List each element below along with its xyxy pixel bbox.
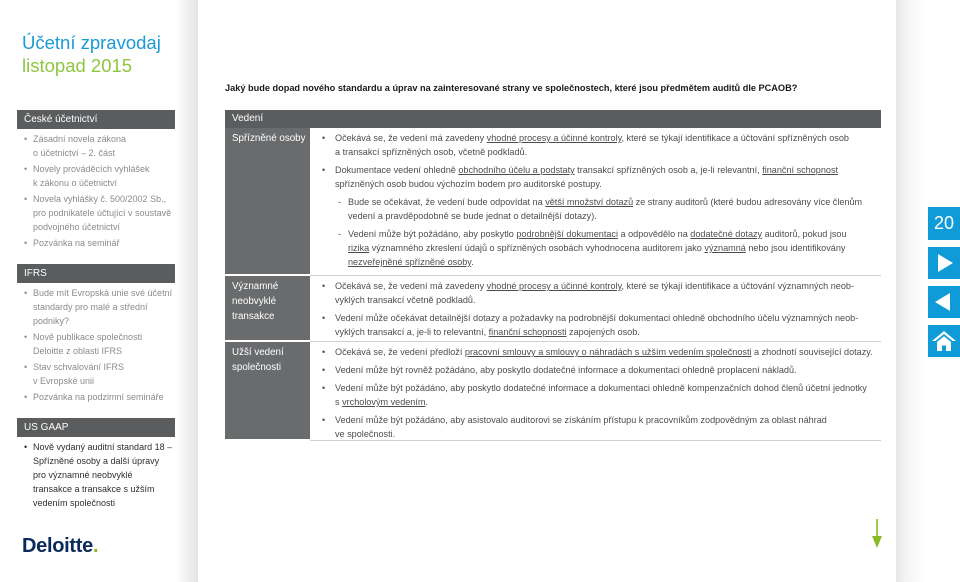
- sidebar-list: [17, 129, 175, 250]
- text-segment: ve společnosti.: [335, 429, 396, 439]
- sidebar-item[interactable]: [17, 330, 175, 358]
- text-line: [335, 177, 881, 191]
- text-segment: ze strany auditorů (které budou adresovány více členům: [633, 197, 863, 207]
- table-body: [225, 128, 881, 441]
- text-line: [335, 279, 881, 293]
- text-segment: a transakcí spřízněných osob, včetně podkladů.: [335, 147, 528, 157]
- logo-dot: .: [92, 535, 99, 557]
- sidebar-item[interactable]: [17, 192, 175, 234]
- sidebar-item[interactable]: [17, 132, 175, 160]
- underlined-term: pracovní smlouvy a smlouvy o náhradách s užším vedením společnosti: [464, 347, 752, 357]
- text-segment: a odpovědělo na: [617, 229, 691, 239]
- underlined-term: finanční schopnosti: [488, 327, 567, 337]
- text-line: [348, 209, 881, 223]
- text-line: [348, 255, 881, 269]
- text-segment: , které se týkají identifikace a účtování významných neob-: [621, 281, 854, 291]
- text-line: [348, 195, 881, 209]
- text-segment: Očekává se, že vedení předloží: [335, 347, 465, 357]
- list-item: [322, 345, 881, 359]
- text-line: [348, 227, 881, 241]
- sidebar-item-text: transakce a transakce s užším: [33, 484, 155, 494]
- row-label: [225, 276, 310, 342]
- text-line: [348, 241, 881, 255]
- sidebar-item-text: podvojného účetnictví: [33, 222, 121, 232]
- row-label: [225, 342, 310, 441]
- list-item: [322, 363, 881, 377]
- underlined-term: obchodního účelu a podstaty: [458, 165, 575, 175]
- row-label-text: transakce: [232, 311, 275, 322]
- text-segment: Očekává se, že vedení má zavedeny: [335, 281, 487, 291]
- sub-list-item: [322, 195, 881, 223]
- text-line: [335, 345, 881, 359]
- section-question: Jaký bude dopad nového standardu a úprav na zainteresované strany ve společnostech, které jsou předmětem auditů dle PCAOB?: [225, 83, 798, 93]
- sidebar-section-title: US GAAP: [17, 418, 175, 437]
- text-segment: významného zkreslení údajů o spřízněných osobách vyhodnocena auditorem jako: [369, 243, 705, 253]
- play-icon: [928, 247, 960, 279]
- sidebar-item-text: v Evropské unii: [33, 376, 95, 386]
- text-line: [335, 131, 881, 145]
- sidebar-item-text: standardy pro malé a střední: [33, 302, 148, 312]
- text-segment: .: [471, 257, 474, 267]
- text-segment: vyklých transakcí a, je-li to relevantní,: [335, 327, 489, 337]
- sidebar-item[interactable]: [17, 390, 175, 404]
- sidebar-section: [17, 110, 175, 250]
- down-arrow-icon: [870, 519, 884, 549]
- underlined-term: vhodné procesy a účinné kontroly: [486, 281, 622, 291]
- table-row: [225, 342, 881, 441]
- text-segment: Očekává se, že vedení má zavedeny: [335, 133, 487, 143]
- text-segment: Bude se očekávat, že vedení bude odpovídat na: [348, 197, 546, 207]
- previous-page-button[interactable]: [928, 286, 960, 318]
- row-label-text: Užší vedení: [232, 347, 284, 358]
- text-line: [335, 145, 881, 159]
- text-line: [335, 363, 881, 377]
- list-item: [322, 279, 881, 307]
- row-content: [310, 276, 881, 342]
- sidebar-item-text: • Novela vyhlášky č. 500/2002 Sb.,: [33, 194, 167, 204]
- management-impact-table: [225, 110, 881, 441]
- text-segment: Vedení může být rovněž požádáno, aby poskytlo dodatečné informace a dokumentaci ohledně proplacení nákladů.: [335, 365, 797, 375]
- deloitte-logo: [22, 535, 98, 557]
- logo-wordmark: Deloitte: [22, 535, 93, 557]
- text-segment: , které se týkají identifikace a účtování spřízněných osob: [621, 133, 849, 143]
- text-segment: vedení a pravděpodobně se bude jednat o detailnější dotazy).: [348, 211, 597, 221]
- sidebar-section: [17, 418, 175, 510]
- home-icon: [928, 325, 960, 357]
- list-item: [322, 131, 881, 159]
- sidebar-item-text: k zákonu o účetnictví: [33, 178, 118, 188]
- table-row: [225, 128, 881, 276]
- row-label-text: neobvyklé: [232, 296, 277, 307]
- text-segment: nebo jsou identifikovány: [745, 243, 846, 253]
- text-line: [335, 163, 881, 177]
- text-line: [335, 311, 881, 325]
- sidebar-section-title: IFRS: [17, 264, 175, 283]
- sidebar-item-text: • Nově vydaný auditní standard 18 –: [33, 442, 173, 452]
- sidebar-item-text: pro významné neobvyklé: [33, 470, 133, 480]
- text-line: [335, 293, 881, 307]
- text-segment: .: [425, 397, 428, 407]
- sidebar-item-text: • Novely prováděcích vyhlášek: [33, 164, 150, 174]
- text-segment: spřízněných osob budou výchozím bodem pro auditorské postupy.: [335, 179, 602, 189]
- sidebar-item-text: podniky?: [33, 316, 70, 326]
- sidebar-item-text: Spřízněné osoby a další úpravy: [33, 456, 160, 466]
- back-icon: [928, 286, 960, 318]
- text-segment: vyklých transakcí včetně podkladů.: [335, 295, 476, 305]
- sub-list-item: [322, 227, 881, 269]
- issue-date: listopad 2015: [22, 55, 133, 76]
- sidebar-item-text: pro podnikatele účtující v soustavě: [33, 208, 172, 218]
- underlined-term: rizika: [348, 243, 370, 253]
- row-label-text: společnosti: [232, 362, 282, 373]
- underlined-term: dodatečné dotazy: [690, 229, 763, 239]
- sidebar-list: [17, 283, 175, 404]
- underlined-term: vrcholovým vedením: [342, 397, 426, 407]
- sidebar-item-text: • Pozvánka na podzimní semináře: [33, 392, 164, 402]
- sidebar-item-text: • Pozvánka na seminář: [33, 238, 120, 248]
- page-number: 20: [928, 207, 960, 240]
- sidebar-item-text: o účetnictví – 2. část: [33, 148, 116, 158]
- text-segment: Vedení může být požádáno, aby poskytlo dodatečné informace a dokumentaci ohledně kompenzačních dohod členů účetní jednotky: [335, 383, 867, 393]
- newsletter-title: Účetní zpravodaj: [22, 32, 161, 53]
- text-segment: Vedení může být požádáno, aby poskytlo: [348, 229, 517, 239]
- row-label: [225, 128, 310, 276]
- publication-title: [22, 31, 161, 77]
- text-line: [335, 381, 881, 395]
- underlined-term: vhodné procesy a účinné kontroly: [486, 133, 622, 143]
- row-label-text: Významné: [232, 281, 279, 292]
- row-label-text: Spřízněné osoby: [232, 133, 306, 144]
- list-item: [322, 413, 881, 441]
- list-item: [322, 311, 881, 339]
- table-header: Vedení: [225, 110, 881, 128]
- list-item: [322, 163, 881, 191]
- sidebar-section: [17, 264, 175, 404]
- sidebar-item[interactable]: [17, 162, 175, 190]
- text-segment: zapojených osob.: [566, 327, 640, 337]
- text-line: [335, 427, 881, 441]
- text-segment: transakcí spřízněných osob a, je-li relevantní,: [574, 165, 763, 175]
- underlined-term: finanční schopnost: [762, 165, 839, 175]
- text-segment: Dokumentace vedení ohledně: [335, 165, 459, 175]
- text-segment: auditorů, pokud jsou: [762, 229, 847, 239]
- list-item: [322, 381, 881, 409]
- sidebar-item[interactable]: [17, 360, 175, 388]
- row-content: [310, 342, 881, 441]
- sidebar-item-text: • Zásadní novela zákona: [33, 134, 127, 144]
- sidebar-section-title: České účetnictví: [17, 110, 175, 129]
- sidebar-item[interactable]: [17, 286, 175, 328]
- text-segment: a zhodnotí související dotazy.: [751, 347, 873, 357]
- sidebar-item-text: • Nově publikace společnosti: [33, 332, 143, 342]
- sidebar-item-text: vedením společnosti: [33, 498, 116, 508]
- text-segment: Vedení může být požádáno, aby asistovalo auditorovi se získáním přístupu k pracovníkům zodpovědným za oblast náhrad: [335, 415, 827, 425]
- underlined-term: podrobnější dokumentaci: [516, 229, 618, 239]
- text-line: [335, 413, 881, 427]
- underlined-term: významná: [704, 243, 746, 253]
- home-button[interactable]: [928, 325, 960, 357]
- underlined-term: nezveřejněné spřízněné osoby: [348, 257, 472, 267]
- text-segment: s: [335, 397, 343, 407]
- sidebar-item-text: • Stav schvalování IFRS: [33, 362, 125, 372]
- sidebar-item[interactable]: [17, 236, 175, 250]
- text-segment: Vedení může očekávat detailnější dotazy a požadavky na podrobnější dokumentaci ohledně obchodního účelu významných neob-: [335, 313, 859, 323]
- text-line: [335, 325, 881, 339]
- next-page-button[interactable]: [928, 247, 960, 279]
- sidebar-list: [17, 437, 175, 510]
- underlined-term: větší množství dotazů: [545, 197, 634, 207]
- row-content: [310, 128, 881, 276]
- text-line: [335, 395, 881, 409]
- sidebar-item[interactable]: [17, 440, 175, 510]
- sidebar-item-text: • Bude mít Evropská unie své účetní: [33, 288, 173, 298]
- sidebar-navigation: [17, 110, 175, 524]
- sidebar-item-text: Deloitte z oblasti IFRS: [33, 346, 123, 356]
- table-row: [225, 276, 881, 342]
